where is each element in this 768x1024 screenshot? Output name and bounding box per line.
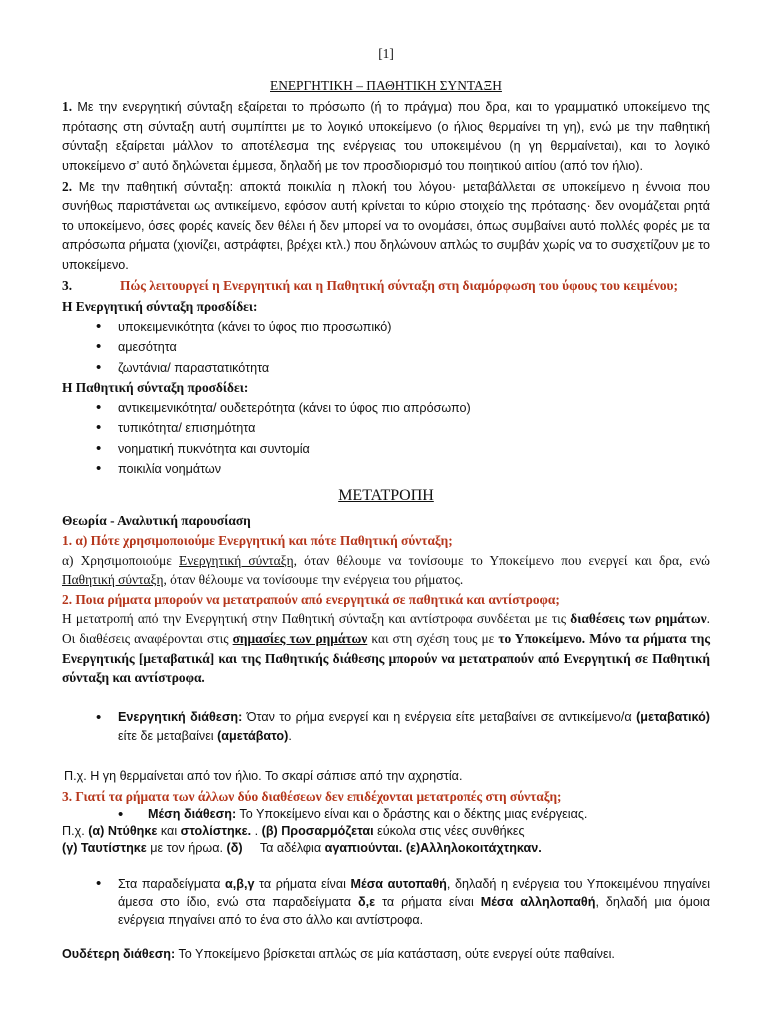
example-2-text: και [157,824,181,839]
active-syntax-term: Ενεργητική σύνταξη [179,552,294,568]
explanation-text: τα ρήματα είναι [254,877,351,892]
document-page [62,44,710,965]
example-2-bold: (β) Προσαρμόζεται [261,824,374,839]
neutral-voice [62,945,710,965]
neutral-voice-label: Ουδέτερη διάθεση: [62,947,176,962]
neutral-voice-text: Το Υποκείμενο βρίσκεται απλώς σε μία κατάσταση, ούτε ενεργεί ούτε παθαίνει. [175,947,615,962]
example-3-bold: (ε)Αλληλοκοιτάχτηκαν. [405,841,542,856]
middle-voice-label: Μέση διάθεση: [148,807,237,822]
question-3: 3. Γιατί τα ρήματα των άλλων δύο διαθέσεων δεν επιδέχονται μετατροπές στη σύνταξη; [62,788,562,804]
list-item: • ποικιλία νοημάτων [62,459,710,480]
middle-voice-text: Το Υποκείμενο είναι και ο δράστης και ο δέκτης μιας ενέργειας. [236,807,588,822]
paragraph-3-question: Πώς λειτουργεί η Ενεργητική και η Παθητική σύνταξη στη διαμόρφωση του ύφους του κειμένου; [120,277,678,293]
theory-heading: Θεωρία - Αναλυτική παρουσίαση [62,513,251,529]
answer-2-bold: το Υποκείμενο. Μόνο τα ρήματα της Ενεργητικής [μεταβατικά] και της Παθητικής διάθεσης μπορούν να μετατραπούν από Ενεργητική σε Παθητική σύνταξη και αντίστροφα. [62,630,710,686]
passive-syntax-term: Παθητική σύνταξη [62,572,164,588]
paragraph-1-number: 1. [62,99,73,115]
active-voice-bold: (μεταβατικό) [636,709,710,724]
list-item: • νοηματική πυκνότητα και συντομία [62,439,710,460]
explanation-text: Στα παραδείγματα [118,877,226,892]
active-voice-text: . [288,729,292,744]
answer-2-text: Η μετατροπή από την Ενεργητική στην Παθητική σύνταξη και αντίστροφα συνδέεται με τις [62,611,571,627]
explanation-text: , δηλαδή η ενέργεια του Υποκειμένου πηγαίνει άμεσα στο ίδιο, ενώ στα παραδείγματα [118,877,710,910]
example-1: Π.χ. Η γη θερμαίνεται από τον ήλιο. Το σκαρί σάπισε από την αχρηστία. [64,768,463,783]
answer-1-text: α) Χρησιμοποιούμε [62,552,180,568]
list-item: • τυπικότητα/ επισημότητα [62,418,710,439]
answer-2-bold: διαθέσεις των ρημάτων [570,611,707,627]
example-3-text: Τα αδέλφια [242,841,325,856]
active-voice-item [62,708,710,747]
question-1: 1. α) Πότε χρησιμοποιούμε Ενεργητική και πότε Παθητική σύνταξη; [62,533,453,548]
explanation-text: , δηλαδή μια όμοια ενέργεια πηγαίνει από το ένα στο άλλο και αντίστροφα. [118,895,710,928]
active-voice-label: Ενεργητική διάθεση: [118,709,243,724]
answer-2-text: . Οι διαθέσεις αναφέρονται στις [62,611,710,646]
section-title: ΜΕΤΑΤΡΟΠΗ [338,486,434,504]
list-item: • υποκειμενικότητα (κάνει το ύφος πιο προσωπικό) [62,317,710,338]
passive-list [62,398,710,480]
explanation-bold: δ,ε [358,895,376,910]
answer-1 [62,551,710,590]
explanation-item [62,875,710,929]
page-number: [1] [378,46,394,61]
example-3-bold: (γ) Ταυτίστηκε [62,841,147,856]
document-title: ΕΝΕΡΓΗΤΙΚΗ – ΠΑΘΗΤΙΚΗ ΣΥΝΤΑΞΗ [270,77,502,93]
paragraph-1 [62,97,710,176]
example-2-text: εύκολα στις νέες συνθήκες [373,824,525,839]
paragraph-2-number: 2. [62,178,73,194]
active-voice-text: είτε δε μεταβαίνει [118,729,218,744]
paragraph-2-text: Με την παθητική σύνταξη: αποκτά ποικιλία η πλοκή του λόγου· μεταβάλλεται σε υποκείμενο η έννοια που συνήθως παριστάνεται ως αντικείμενο, εφόσον αυτή κρίνεται το κύριο στοιχείο της πρότασης· δεν ονομάζεται ρητά το υποκείμενο, όσες φορές κανείς δεν θέλει ή δεν μπορεί να το ονομάσει, όπως συμβαίνει αυτό πολλές φορές με τα απρόσωπα ρήματα (χιονίζει, αστράφτει, βρέχει κτλ.) που δηλώνουν απλώς το συμβάν χωρίς να το συσχετίζουν με το υποκείμενο. [62,179,711,272]
answer-2-bold-underlined: σημασίες των ρημάτων [232,630,368,646]
example-2-text: Π.χ. [62,824,89,839]
answer-2-text: και στη σχέση τους με [367,630,499,646]
answer-1-text: , όταν θέλουμε να τονίσουμε την ενέργεια του ρήματος. [163,572,464,588]
example-3 [62,840,710,857]
explanation-bold: Μέσα αυτοπαθή [350,877,447,892]
paragraph-1-text: Με την ενεργητική σύνταξη εξαίρεται το πρόσωπο (ή το πράγμα) που δρα, και το γραμματικό υποκείμενο της πρότασης στη σύνταξη αυτή συμπίπτει με το λογικό υποκείμενο (ο ήλιος θερμαίνει τη γη), ενώ με την παθητική σύνταξη εξαίρεται μάλλον το αποτέλεσμα της ενέργειας του υποκειμένου (η γη θερμαίνεται), και το λογικό υποκείμενο σ’ αυτό δηλώνεται έμμεσα, δηλαδή με τον προσδιορισμό του ποιητικού αιτίου (από τον ήλιο). [62,100,710,173]
explanation-text: τα ρήματα είναι [375,895,481,910]
explanation-bold: α,β,γ [225,877,255,892]
question-2: 2. Ποια ρήματα μπορούν να μετατραπούν από ενεργητικά σε παθητικά και αντίστροφα; [62,591,560,607]
example-3-text: με τον ήρωα. [146,841,227,856]
answer-2 [62,609,710,687]
passive-heading: Η Παθητική σύνταξη προσδίδει: [62,380,249,396]
example-2 [62,823,710,840]
example-3-bold: (δ) [226,841,243,856]
list-item: • αντικειμενικότητα/ ουδετερότητα (κάνει το ύφος πιο απρόσωπο) [62,398,710,419]
list-item: • αμεσότητα [62,337,710,358]
example-2-bold: (α) Ντύθηκε [88,824,158,839]
active-voice-text: Όταν το ρήμα ενεργεί και η ενέργεια είτε μεταβαίνει σε αντικείμενο/α [242,709,637,724]
explanation-bold: Μέσα αλληλοπαθή [480,895,596,910]
active-list [62,317,710,379]
example-2-bold: στολίστηκε. [180,824,252,839]
example-3-bold: αγαπιούνται. [324,841,403,856]
list-item: • ζωντάνια/ παραστατικότητα [62,358,710,379]
active-voice-bold: (αμετάβατο) [217,729,289,744]
middle-voice-item [62,806,710,823]
paragraph-3 [62,276,710,296]
example-2-text: . [251,824,262,839]
answer-1-text: , όταν θέλουμε να τονίσουμε το Υποκείμενο που ενεργεί και δρα, ενώ [293,552,710,568]
active-heading: Η Ενεργητική σύνταξη προσδίδει: [62,299,258,315]
paragraph-3-number: 3. [62,277,73,293]
bullet-icon: • [118,806,124,824]
paragraph-2 [62,177,710,276]
